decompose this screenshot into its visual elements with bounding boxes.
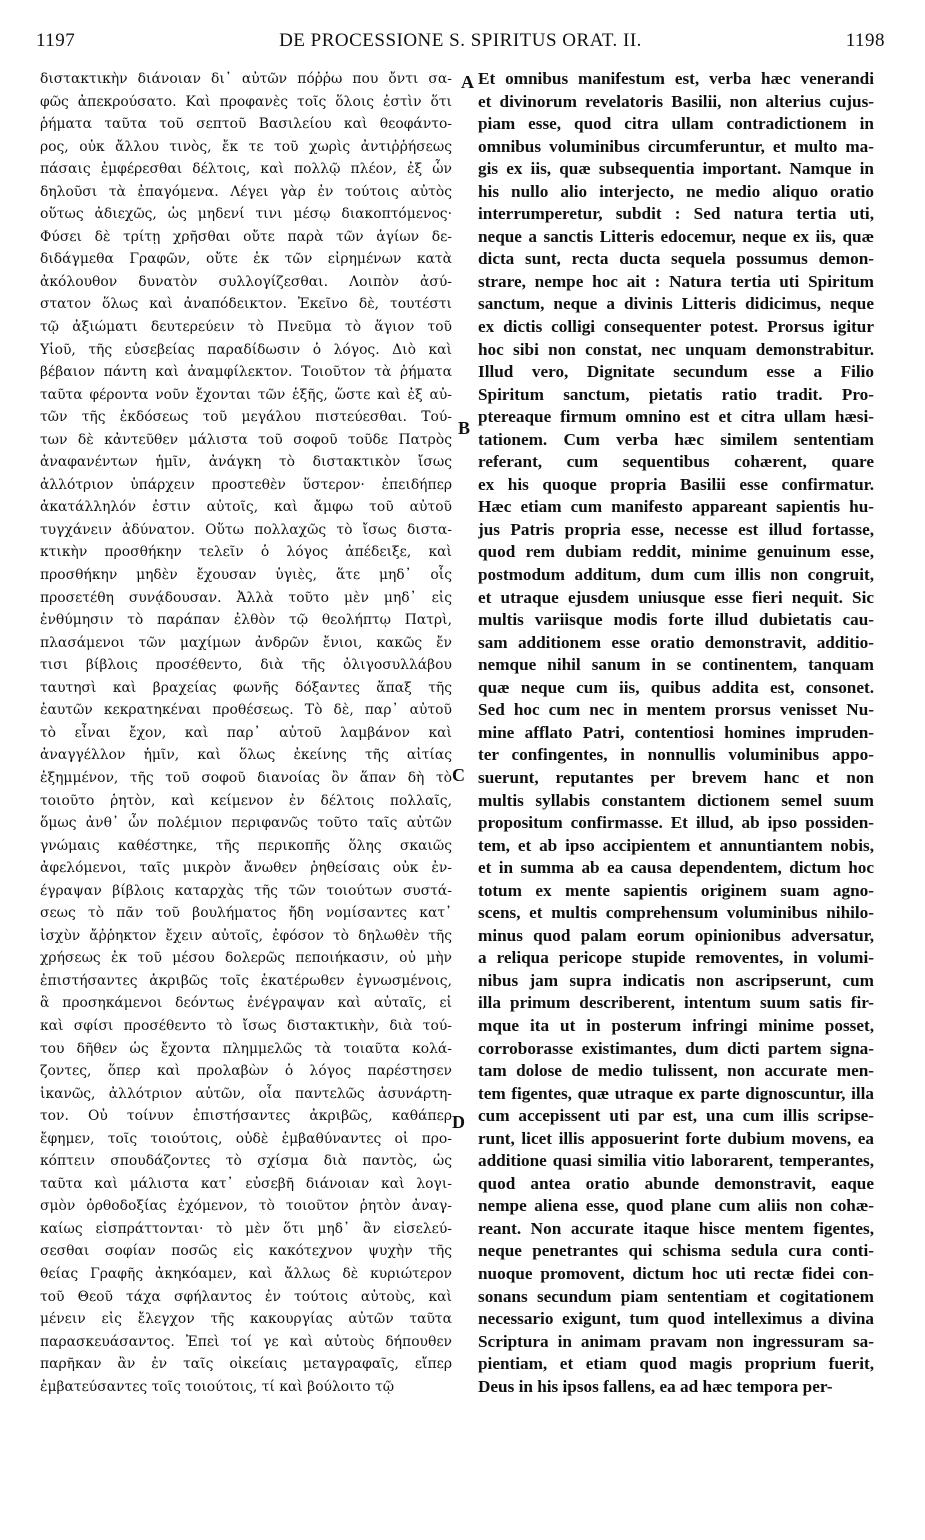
latin-text-line: his nullo alio interjecto, ne medio aliquo oratio: [478, 181, 874, 201]
section-marker-b: B: [458, 418, 471, 438]
latin-text-line: sam additionem esse oratio demonstravit, additio-: [478, 632, 874, 652]
latin-text-line: et divinorum revelatoris Basilii, non alterius cujus-: [478, 91, 874, 111]
greek-text-line: ἀκατάλληλόν ἐστιν αὐτοῖς, καὶ ἄμφω τοῦ αὐτοῦ: [40, 499, 452, 516]
greek-text-line: κόπτειν σπουδάζοντες τὸ σχίσμα διὰ παντὸς, ὡς: [40, 1153, 452, 1170]
greek-text-line: τῷ ἀξιώματι δευτερεύειν τὸ Πνεῦμα τὸ ἅγιον τοῦ: [40, 319, 452, 336]
latin-text-line: neque penetrantes qui schisma sedula cura conti-: [478, 1241, 874, 1261]
greek-text-line: μένειν εἰς ἔλεγχον τῆς κακουργίας αὐτῶν ταῦτα: [40, 1311, 452, 1328]
greek-text-line: γνώμαις καθέστηκε, τῆς περικοπῆς ὅλης σκαιῶς: [40, 837, 452, 854]
section-marker-a: A: [461, 72, 474, 92]
greek-text-line: ἀναφανέντων ἡμῖν, ἀνάγκη τὸ διστακτικὸν ἴσως: [40, 454, 452, 471]
latin-text-line: tem, et ab ipso accipientem et annuntiantem nobis,: [478, 835, 874, 855]
latin-text-line: cum accepissent uti par est, una cum illis scripse-: [478, 1106, 874, 1126]
greek-text-line: ἀφελόμενοι, ταῖς μικρὸν ἄνωθεν ῥηθείσαις οὐκ ἐν-: [40, 860, 452, 877]
greek-text-line: ρος, οὐκ ἄλλου τινὸς, ἔκ τε τοῦ χωρὶς ἀντιῤῥήσεως: [40, 138, 452, 155]
latin-text-line: strare, nempe hoc ait : Natura tertia uti Spiritum: [478, 271, 874, 291]
greek-text-line: έγραψαν βίβλοις καταρχὰς τῆς τῶν τοιούτων συστά-: [40, 882, 452, 899]
greek-text-line: τισι βίβλοις προσέθεντο, διὰ τῆς ὀλιγοσυλλάβου: [40, 657, 452, 674]
latin-text-line: interrumperetur, subdit : Sed natura tertia uti,: [478, 204, 874, 224]
latin-text-line: tam dolose de medio tulissent, non accurate men-: [478, 1061, 874, 1081]
greek-text-line: διδάγμεθα Γραφῶν, οὔτε ἐκ τῶν εἰρημένων κατὰ: [40, 251, 452, 268]
latin-text-line: quæ neque cum iis, quibus addita est, consonet.: [478, 677, 874, 697]
latin-text-line: corroborasse existimantes, dum dicti partem signa-: [478, 1038, 874, 1058]
latin-text-line: Et omnibus manifestum est, verba hæc venerandi: [478, 69, 874, 88]
running-title: DE PROCESSIONE S. SPIRITUS ORAT. II.: [279, 30, 642, 51]
latin-text-line: postmodum additum, dum cum illis non congruit,: [478, 565, 874, 585]
greek-text-line: ἑαυτῶν κεκρατηκέναι προθέσεως. Τὸ δὲ, παρ᾽ αὐτοῦ: [40, 702, 452, 719]
greek-text-line: Φύσει δὲ τρίτῃ χρῆσθαι οὔτε παρὰ τῶν ἁγίων δε-: [40, 228, 452, 245]
latin-text-line: nemque nihil sanum in se continentem, tanquam: [478, 655, 874, 675]
latin-text-line: gis ex iis, quæ subsequentia important. Namque in: [478, 159, 874, 179]
latin-text-line: scens, et multis comprehensum voluminibus nihilo-: [478, 903, 874, 923]
greek-text-line: τοιοῦτο ῥητὸν, καὶ κείμενον ἐν δέλτοις πολλαῖς,: [40, 792, 452, 809]
latin-text-line: ter confingentes, in nonnullis voluminibus appo-: [478, 745, 874, 765]
greek-text-line: ἀλλότριον ὑπάρχειν προστεθὲν ὕστερον· ἐπειδήπερ: [40, 476, 452, 493]
latin-text-line: Deus in his ipsos fallens, ea ad hæc tempora per-: [478, 1376, 833, 1396]
latin-text-line: neque a sanctis Litteris edocemur, neque ex iis, quæ: [478, 226, 874, 246]
latin-text-line: hoc sibi non constat, nec unquam demonstrabitur.: [478, 339, 874, 359]
greek-text-line: σμὸν ὀρθοδοξίας ἐχόμενον, τὸ τοιοῦτον ῥητὸν ἀναγ-: [40, 1198, 452, 1215]
latin-text-line: jus Patris propria esse, necesse est illud fortasse,: [478, 519, 874, 539]
greek-text-line: στατον ὅλως καὶ ἀναπόδεικτον. Ἐκεῖνο δὲ, τουτέστι: [40, 296, 452, 313]
greek-text-line: ῥήματα ταῦτα τοῦ σεπτοῦ Βασιλείου καὶ θεοφάντο-: [40, 116, 452, 133]
greek-text-line: ἀκόλουθον δυνατὸν συλλογίζεσθαι. Λοιπὸν ἀσύ-: [40, 273, 452, 290]
greek-text-line: πάσαις ἐμφέρεσθαι δέλτοις, καὶ πολλῷ πλέον, ἐξ ὧν: [40, 161, 452, 178]
right-page-number: 1198: [845, 30, 885, 51]
greek-text-line: τὸ εἶναι ἔχον, καὶ παρ᾽ αὐτοῦ λαμβάνον καὶ: [40, 724, 452, 741]
greek-text-line: ἱκανῶς, ἀλλότριον αὐτῶν, οἷα παντελῶς ἀσυνάρτη-: [40, 1085, 452, 1102]
latin-text-line: Hæc etiam cum manifesto appareant sapientis hu-: [478, 497, 874, 517]
latin-text-line: omnibus voluminibus circumferuntur, et multo ma-: [478, 136, 874, 156]
greek-text-line: ἃ προσηκάμενοι δεόντως ἐνέγραψαν καὶ αὐταῖς, εἰ: [40, 995, 452, 1012]
greek-text-line: προσετέθη συνᾴδουσαν. Ἀλλὰ τοῦτο μὲν μηδ᾽ εἰς: [40, 589, 452, 606]
latin-text-line: Illud vero, Dignitate secundum esse a Filio: [478, 362, 874, 382]
latin-text-line: necessario exigunt, tum quod intelleximus a divina: [478, 1309, 874, 1329]
latin-text-line: suerunt, reputantes per brevem hanc et non: [478, 767, 874, 787]
latin-text-line: dicta sunt, recta ducta sequela possumus demon-: [478, 249, 874, 269]
greek-text-line: ἀναγγέλλον ἡμῖν, καὶ ὅλως ἐκείνης τῆς αἰτίας: [40, 747, 452, 764]
latin-text-line: runt, licet illis apposuerint forte dubium movens, ea: [478, 1128, 874, 1148]
latin-text-line: referant, cum sequentibus cohærent, quare: [478, 452, 874, 472]
latin-text-line: quod rem dubiam reddit, minime genuinum esse,: [478, 542, 874, 562]
latin-text-line: tem figentes, quæ utraque ex parte dignoscuntur, illa: [478, 1083, 874, 1103]
greek-text-line: των δὲ κἀντεῦθεν μάλιστα τοῦ σοφοῦ τοῦδε Πατρὸς: [40, 431, 452, 448]
greek-text-line: σεως τὸ πᾶν τοῦ βουλήματος ἤδη νομίσαντες κατ᾽: [40, 905, 452, 922]
greek-text-line: φῶς ἀπεκρούσατο. Καὶ προφανὲς τοῖς ὅλοις ἐστὶν ὅτι: [40, 93, 452, 110]
latin-text-line: Scriptura in animam pravam non ingressuram sa-: [478, 1331, 874, 1351]
latin-text-line: Sed hoc cum nec in mentem prorsus venisset Nu-: [478, 700, 874, 720]
greek-text-line: ἐξημμένον, τῆς τοῦ σοφοῦ διανοίας ὂν ἅπαν δὴ τὸ: [40, 769, 452, 786]
latin-text-line: illa primum describerent, intentum suum satis fir-: [478, 993, 874, 1013]
latin-text-line: multis variisque modis forte illud dubietatis cau-: [478, 610, 874, 630]
greek-text-line: κτικὴν προσθήκην τελεῖν ὁ λόγος ἀπέδειξε, καὶ: [40, 544, 452, 561]
section-marker-d: D: [452, 1112, 465, 1132]
greek-text-line: προσθήκην μηδὲν ἔχουσαν ὑγιὲς, ἅτε μηδ᾽ οἷς: [40, 567, 452, 584]
greek-text-line: θείας Γραφῆς ἀκηκόαμεν, καὶ ἄλλως δὲ κυριώτερον: [40, 1265, 452, 1282]
section-marker-c: C: [452, 765, 465, 785]
latin-text-line: nibus jam supra indicatis non ascripserunt, cum: [478, 970, 874, 990]
latin-text-line: et utraque ejusdem uniusque esse fieri nequit. Sic: [478, 587, 874, 607]
latin-text-line: quod antea oratio abunde demonstravit, eaque: [478, 1173, 874, 1193]
greek-text-line: τοῦ Θεοῦ τάχα σφήλαντος ἐν τούτοις αὐτοὺς, καὶ: [40, 1288, 452, 1305]
latin-text-line: piam esse, quod citra ullam contradictionem in: [478, 114, 874, 134]
latin-text-line: ex dictis colligi consequenter potest. Prorsus igitur: [478, 317, 874, 337]
latin-text-line: mque ita ut in posterum infringi minime posset,: [478, 1015, 874, 1035]
page-header: [36, 30, 885, 58]
latin-text-line: mine afflato Patri, contentiosi homines impruden-: [478, 722, 874, 742]
greek-text-line: ἐνθύμησιν τὸ παράπαν ἐλθὸν τῷ θεολήπτῳ Πατρὶ,: [40, 612, 452, 629]
latin-text-line: ptereaque firmum omnino est et citra ullam hæsi-: [478, 407, 874, 427]
greek-text-line: βέβαιον πάντη καὶ ἀναμφίλεκτον. Τοιοῦτον τὰ ῥήματα: [40, 364, 452, 381]
greek-text-line: πλασάμενοι τῶν μαχίμων ἀνδρῶν ἔνιοι, κακῶς ἔν: [40, 634, 452, 651]
latin-text-line: pientiam, et etiam quod magis proprium fuerit,: [478, 1354, 874, 1374]
latin-text-column: [478, 68, 874, 1398]
greek-text-line: του δῆθεν ὡς ἔχοντα πλημμελῶς τὰ τοιαῦτα κολά-: [40, 1040, 452, 1057]
greek-text-line: χρήσεως ἐκ τοῦ μέσου δολερῶς πεποιήκασιν, οὐ μὴν: [40, 950, 452, 967]
greek-text-line: ζοντες, ὅπερ καὶ προλαβὼν ὁ λόγος παρέστησεν: [40, 1063, 452, 1080]
greek-text-line: ὅμως ἀνθ᾽ ὧν πολέμιον περιφανῶς τοῦτο ταῖς αὐτῶν: [40, 815, 452, 832]
latin-text-line: sonans secundum piam sententiam et cogitationem: [478, 1286, 874, 1306]
latin-text-line: nuoque promovent, dictum hoc uti rectæ fidei con-: [478, 1263, 874, 1283]
greek-text-line: ἰσχὺν ἄῤῥηκτον ἔχειν αὐτοῖς, ἐφόσον τὸ δηλωθὲν τῆς: [40, 927, 452, 944]
greek-text-column: [40, 68, 452, 1398]
greek-text-line: ταυτησὶ καὶ βραχείας φωνῆς δόξαντες ἅπαξ τῆς: [40, 679, 452, 696]
latin-text-line: additione quasi similia vitio laborarent, temperantes,: [478, 1151, 874, 1171]
latin-text-line: minus quod palam eorum opinionibus adversatur,: [478, 925, 874, 945]
greek-text-line: τον. Οὐ τοίνυν ἐπιστήσαντες ἀκριβῶς, καθάπερ: [40, 1108, 452, 1125]
latin-text-line: multis syllabis constantem dictionem semel suum: [478, 790, 874, 810]
greek-text-line: οὕτως ἀδιεχῶς, ὡς μηδενί τινι μέσῳ διακοπτόμενος·: [40, 206, 452, 223]
greek-text-line: Υἱοῦ, τῆς εὐσεβείας παραδίδωσιν ὁ λόγος. Διὸ καὶ: [40, 341, 452, 358]
greek-text-line: τυγχάνειν ἀδύνατον. Οὕτω πολλαχῶς τὸ ἴσως διστα-: [40, 521, 452, 538]
greek-text-line: ἔφημεν, τοῖς τοιούτοις, οὐδὲ ἐμβαθύναντες οἱ προ-: [40, 1130, 452, 1147]
greek-text-line: καίως εἰσπράττονται· τὸ μὲν ὅτι μηδ᾽ ἂν εἰσελεύ-: [40, 1220, 452, 1237]
greek-text-line: ἐμβατεύσαντες τοῖς τοιούτοις, τί καὶ βούλοιτο τῷ: [40, 1378, 395, 1395]
latin-text-line: reant. Non accurate itaque hisce mentem figentes,: [478, 1218, 874, 1238]
latin-text-line: a reliqua pericope stupide removentes, in volumi-: [478, 948, 874, 968]
greek-text-line: διστακτικὴν διάνοιαν δι᾽ αὐτῶν πόῤῥω που ὄντι σα-: [40, 71, 452, 87]
latin-text-line: nempe aliena esse, quod plane cum aliis non cohæ-: [478, 1196, 874, 1216]
latin-text-line: et in summa ab ea causa dependentem, dictum hoc: [478, 858, 874, 878]
latin-text-line: tationem. Cum verba hæc similem sententiam: [478, 429, 874, 449]
greek-text-line: καὶ σφίσι προσέθεντο τὸ ἴσως διστακτικὴν, διὰ τού-: [40, 1017, 452, 1034]
greek-text-line: σεσθαι σοφίαν ποσῶς εἰς κακότεχνον ψυχὴν τῆς: [40, 1243, 452, 1260]
greek-text-line: παρασκευάσαντος. Ἐπεὶ τοί γε καὶ αὐτοὺς δήπουθεν: [40, 1333, 452, 1350]
greek-text-line: δηλοῦσι τὰ ἐπαγόμενα. Λέγει γὰρ ἐν τούτοις αὐτὸς: [40, 183, 452, 200]
greek-text-line: ταῦτα φέροντα νοῦν ἔχονται τῶν ἑξῆς, ὥστε καὶ ἐξ αὐ-: [40, 386, 452, 403]
greek-text-line: ἐπιστήσαντες ἀκριβῶς τοῖς ἑκατέρωθεν ἐγνωσμένοις,: [40, 972, 452, 989]
latin-text-line: totum ex mente sapientis originem suam agno-: [478, 880, 874, 900]
latin-text-line: sanctum, neque a divinis Litteris didicimus, neque: [478, 294, 874, 314]
latin-text-line: Spiritum sanctum, pietatis ratio tradit. Pro-: [478, 384, 874, 404]
latin-text-line: propositum confirmasse. Et illud, ab ipso possiden-: [478, 813, 874, 833]
greek-text-line: παρῆκαν ἂν ἐν ταῖς οἰκείαις μεταγραφαῖς, εἴπερ: [40, 1356, 452, 1373]
greek-text-line: τῶν τῆς ἐκδόσεως τοῦ μεγάλου πιστεύεσθαι. Τού-: [40, 409, 452, 426]
greek-text-line: ταῦτα καὶ μάλιστα κατ᾽ εὐσεβῆ διάνοιαν καὶ λογι-: [40, 1175, 452, 1192]
latin-text-line: ex his quoque propria Basilii esse confirmatur.: [478, 474, 874, 494]
left-page-number: 1197: [36, 30, 76, 51]
